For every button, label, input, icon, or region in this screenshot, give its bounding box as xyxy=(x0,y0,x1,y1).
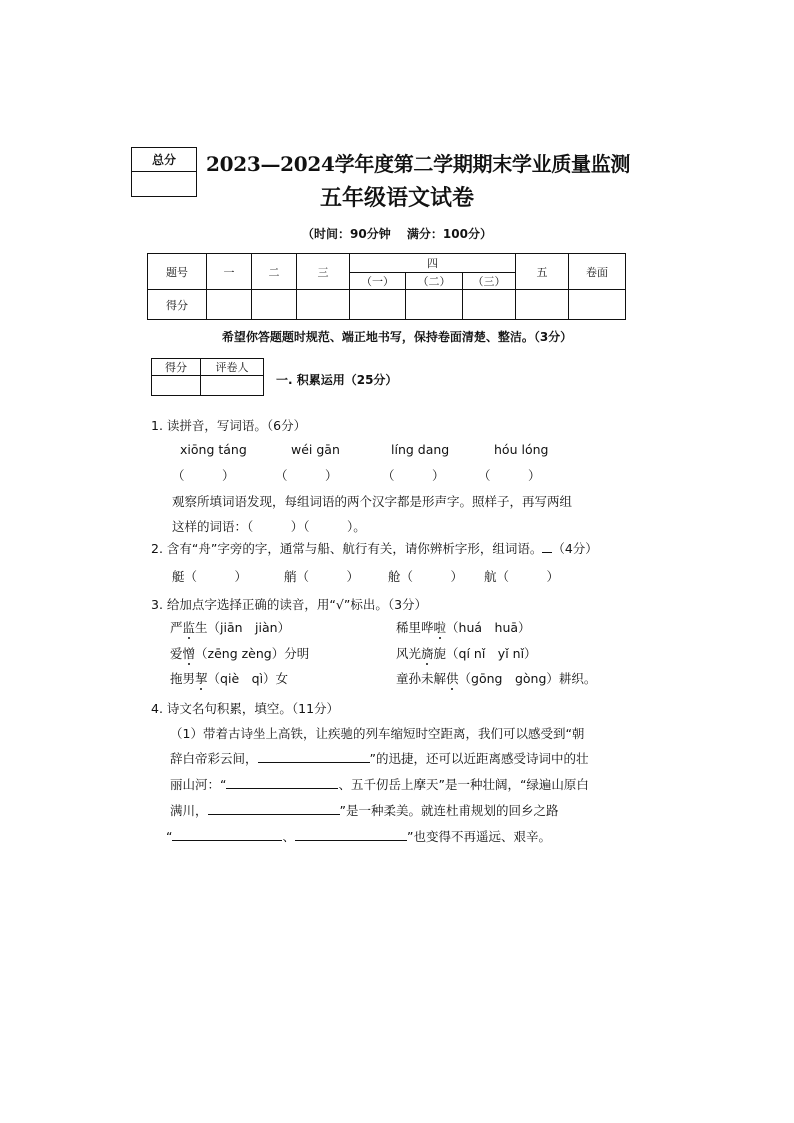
q2-item-1[interactable]: 艇（ ） xyxy=(172,569,248,584)
q3-f-dot-char: 供 xyxy=(446,671,459,686)
grader-table xyxy=(151,358,264,396)
exam-title-line1: 2023—2024学年度第二学期期末学业质量监测 xyxy=(206,152,631,176)
exam-title-line2: 五年级语文试卷 xyxy=(319,186,474,211)
score-cell-3[interactable] xyxy=(297,290,350,320)
q3-a-dot-char: 监 xyxy=(182,620,196,635)
score-cell-5[interactable] xyxy=(516,290,569,320)
q4-blank-1[interactable] xyxy=(258,750,370,763)
q1-title: 1. 读拼音，写词语。（6分） xyxy=(151,418,307,433)
q3-d-dot-char: 旖 xyxy=(421,646,434,661)
q3-c-pre: 爱 xyxy=(170,646,183,661)
q4-line5 xyxy=(166,827,551,845)
q3-d-pre: 风光 xyxy=(396,646,422,661)
score-cell-2[interactable] xyxy=(252,290,297,320)
q2-points: （4分） xyxy=(552,541,598,556)
q3-title: 3. 给加点字选择正确的读音，用“√”标出。（3分） xyxy=(151,597,428,612)
col-header-4-sub1: （一） xyxy=(350,273,406,290)
exam-subtitle: （时间：90分钟 满分：100分） xyxy=(302,227,492,241)
q3-e-post: （qiè qì）女 xyxy=(207,671,289,686)
col-header-3: 三 xyxy=(297,254,350,290)
col-header-4: 四 xyxy=(350,254,516,273)
score-row-header: 得分 xyxy=(148,290,207,320)
q1-answer-4[interactable]: （ ） xyxy=(478,468,541,483)
q1-answer-2[interactable]: （ ） xyxy=(275,468,338,483)
q4-blank-4[interactable] xyxy=(172,828,282,841)
grader-name-field[interactable] xyxy=(201,376,264,396)
q1-pinyin-3: líng dang xyxy=(391,442,450,457)
row-header-cell: 题号 xyxy=(148,254,207,290)
section-1-title: 一. 积累运用（25分） xyxy=(276,373,398,387)
col-header-6: 卷面 xyxy=(569,254,626,290)
q3-f-post: （gōng gòng）耕织。 xyxy=(458,671,597,686)
q3-b-post: （huá huā） xyxy=(446,620,531,635)
q4-l4-text-b: ”是一种柔美。就连杜甫规划的回乡之路 xyxy=(339,803,559,818)
q4-blank-5[interactable] xyxy=(295,828,407,841)
q3-a-post: 生（jiān jiàn） xyxy=(195,620,291,635)
q4-l3-text-a: 丽山河：“ xyxy=(170,777,227,792)
q3-e-dot-char: 挈 xyxy=(195,671,208,686)
q1-answer-1[interactable]: （ ） xyxy=(172,468,235,483)
col-header-4-sub3: （三） xyxy=(463,273,516,290)
q4-l4-text-a: 满川， xyxy=(170,803,208,818)
q3-c-post: （zēng zèng）分明 xyxy=(195,646,310,661)
col-header-4-sub2: （二） xyxy=(406,273,463,290)
q2-item-2[interactable]: 艄（ ） xyxy=(284,569,360,584)
score-table xyxy=(147,253,626,320)
score-cell-4-3[interactable] xyxy=(463,290,516,320)
total-score-label: 总分 xyxy=(132,148,196,172)
q1-pinyin-4: hóu lóng xyxy=(494,442,549,457)
q4-l5-text-c: ”也变得不再遥远、艰辛。 xyxy=(407,829,551,844)
q4-blank-2[interactable] xyxy=(226,776,338,789)
handwriting-note: 希望你答题题时规范、端正地书写，保持卷面清楚、整洁。（3分） xyxy=(221,330,573,344)
score-cell-6[interactable] xyxy=(569,290,626,320)
q4-blank-3[interactable] xyxy=(208,802,340,815)
q3-item-a[interactable] xyxy=(170,618,290,636)
q1-pinyin-1: xiōng táng xyxy=(180,442,247,457)
col-header-2: 二 xyxy=(252,254,297,290)
q2-item-4[interactable]: 航（ ） xyxy=(484,569,560,584)
q4-line2 xyxy=(170,749,589,767)
q2-title xyxy=(151,539,598,557)
q1-answer-3[interactable]: （ ） xyxy=(382,468,445,483)
col-header-5: 五 xyxy=(516,254,569,290)
grader-name-label: 评卷人 xyxy=(201,359,264,376)
grader-score-field[interactable] xyxy=(152,376,201,396)
q1-line2: 观察所填词语发现，每组词语的两个汉字都是形声字。照样子，再写两组 xyxy=(172,494,573,509)
q3-item-e[interactable] xyxy=(170,669,288,687)
q3-e-pre: 拖男 xyxy=(170,671,196,686)
q4-line1: （1）带着古诗坐上高铁，让疾驰的列车缩短时空距离，我们可以感受到“朝 xyxy=(170,726,585,741)
grader-score-label: 得分 xyxy=(152,359,201,376)
q4-l3-text-b: 、五千仞岳上摩天”是一种壮阔，“绿遍山原白 xyxy=(338,777,589,792)
q3-b-dot-char: 啦 xyxy=(433,620,447,635)
q4-l2-text-a: 辞白帝彩云间， xyxy=(170,751,258,766)
score-cell-4-1[interactable] xyxy=(350,290,406,320)
q3-c-dot-char: 憎 xyxy=(182,646,196,661)
q3-item-d[interactable] xyxy=(396,644,537,662)
q3-a-pre: 严 xyxy=(170,620,183,635)
q1-line3: 这样的词语：（ ）（ ）。 xyxy=(172,519,366,534)
q4-l5-text-a: “ xyxy=(166,829,173,844)
q2-item-3[interactable]: 舱（ ） xyxy=(388,569,464,584)
q2-title-line xyxy=(542,540,552,553)
q3-d-post: 旎（qí nǐ yǐ nǐ） xyxy=(433,646,537,661)
score-cell-4-2[interactable] xyxy=(406,290,463,320)
q3-item-c[interactable] xyxy=(170,644,309,662)
q2-title-text: 2. 含有“舟”字旁的字，通常与船、航行有关，请你辨析字形，组词语。 xyxy=(151,541,543,556)
q4-line4 xyxy=(170,801,559,819)
q4-title: 4. 诗文名句积累，填空。（11分） xyxy=(151,701,340,716)
q3-b-pre: 稀里哗 xyxy=(396,620,434,635)
q1-pinyin-2: wéi gān xyxy=(291,442,340,457)
q4-line3 xyxy=(170,775,589,793)
q3-f-pre: 童孙未解 xyxy=(396,671,447,686)
col-header-1: 一 xyxy=(207,254,252,290)
q4-l2-text-b: ”的迅捷，还可以近距离感受诗词中的壮 xyxy=(369,751,589,766)
score-cell-1[interactable] xyxy=(207,290,252,320)
q3-item-f[interactable] xyxy=(396,669,596,687)
q4-l5-text-b: 、 xyxy=(282,829,295,844)
q3-item-b[interactable] xyxy=(396,618,531,636)
